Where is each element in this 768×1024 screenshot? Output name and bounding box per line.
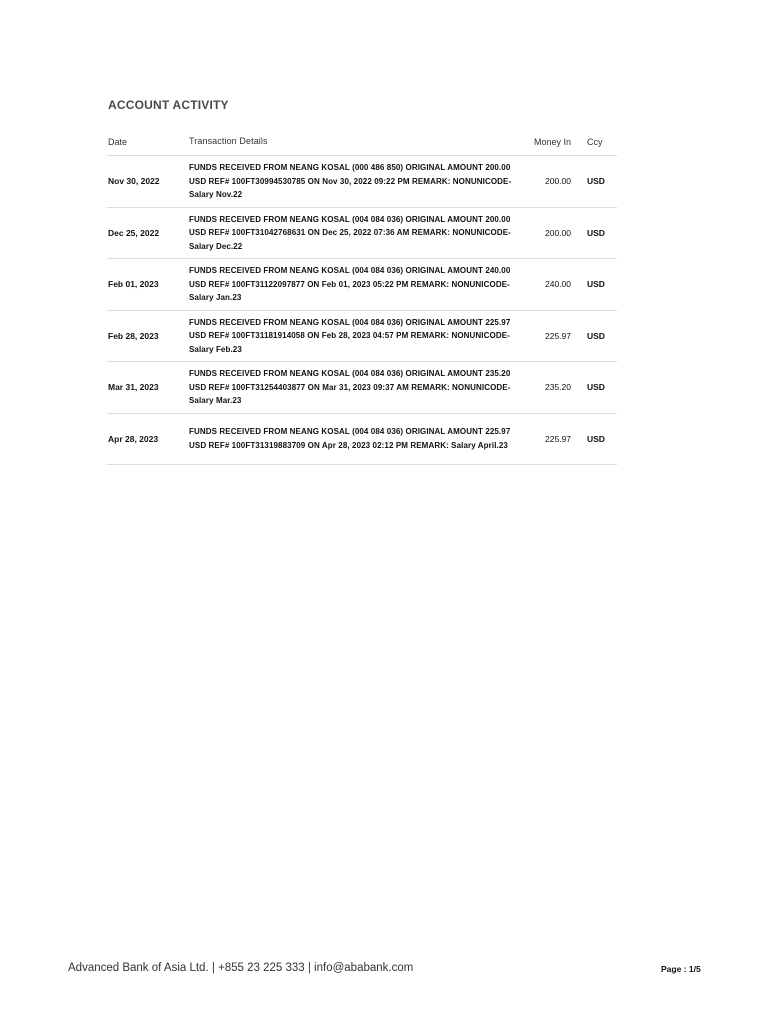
- table-row: [107, 414, 617, 466]
- page-number: Page : 1/5: [661, 964, 701, 974]
- table-row: [107, 155, 617, 208]
- header-date: Date: [108, 136, 128, 147]
- table-row: [107, 208, 617, 260]
- row-ccy: USD: [587, 382, 605, 393]
- header-money-in: Money In: [533, 136, 571, 147]
- row-money-in: 225.97: [545, 330, 571, 341]
- row-ccy: USD: [587, 176, 605, 187]
- row-date: Feb 28, 2023: [108, 330, 159, 341]
- row-details: FUNDS RECEIVED FROM NEANG KOSAL (004 084 036) ORIGINAL AMOUNT 225.97 USD REF# 100FT31319883709 ON Apr 28, 2023 02:12 PM REMARK: Salary April.23: [189, 427, 511, 450]
- row-date: Dec 25, 2022: [108, 227, 160, 238]
- table-header: [107, 128, 617, 155]
- row-money-in: 200.00: [545, 176, 571, 187]
- row-ccy: USD: [587, 279, 605, 290]
- row-details: FUNDS RECEIVED FROM NEANG KOSAL (004 084 036) ORIGINAL AMOUNT 200.00 USD REF# 100FT31042768631 ON Dec 25, 2022 07:36 AM REMARK: NONUNICODE-Salary Dec.22: [189, 214, 511, 251]
- row-money-in: 235.20: [545, 382, 571, 393]
- account-activity-table: [107, 128, 617, 465]
- table-row: [107, 311, 617, 363]
- row-ccy: USD: [587, 330, 605, 341]
- row-ccy: USD: [587, 433, 605, 444]
- header-transaction-details: Transaction Details: [189, 135, 268, 146]
- row-date: Nov 30, 2022: [108, 176, 160, 187]
- row-date: Feb 01, 2023: [108, 279, 159, 290]
- table-row: [107, 362, 617, 414]
- row-date: Apr 28, 2023: [108, 433, 159, 444]
- row-details: FUNDS RECEIVED FROM NEANG KOSAL (004 084 036) ORIGINAL AMOUNT 240.00 USD REF# 100FT31122097877 ON Feb 01, 2023 05:22 PM REMARK: NONUNICODE-Salary Jan.23: [189, 266, 511, 302]
- row-money-in: 225.97: [545, 433, 571, 444]
- row-details: FUNDS RECEIVED FROM NEANG KOSAL (004 084 036) ORIGINAL AMOUNT 235.20 USD REF# 100FT31254403877 ON Mar 31, 2023 09:37 AM REMARK: NONUNICODE-Salary Mar.23: [189, 369, 511, 405]
- footer-contact: Advanced Bank of Asia Ltd. | +855 23 225 333 | info@ababank.com: [68, 962, 414, 974]
- header-ccy: Ccy: [587, 136, 603, 147]
- section-heading: ACCOUNT ACTIVITY: [108, 98, 229, 112]
- row-details: FUNDS RECEIVED FROM NEANG KOSAL (004 084 036) ORIGINAL AMOUNT 225.97 USD REF# 100FT31181914058 ON Feb 28, 2023 04:57 PM REMARK: NONUNICODE-Salary Feb.23: [189, 317, 511, 354]
- table-row: [107, 259, 617, 311]
- row-money-in: 200.00: [545, 227, 571, 238]
- row-ccy: USD: [587, 227, 605, 238]
- row-details: FUNDS RECEIVED FROM NEANG KOSAL (000 486 850) ORIGINAL AMOUNT 200.00 USD REF# 100FT30994530785 ON Nov 30, 2022 09:22 PM REMARK: NONUNICODE-Salary Nov.22: [189, 163, 512, 199]
- row-money-in: 240.00: [545, 279, 571, 290]
- row-date: Mar 31, 2023: [108, 382, 159, 393]
